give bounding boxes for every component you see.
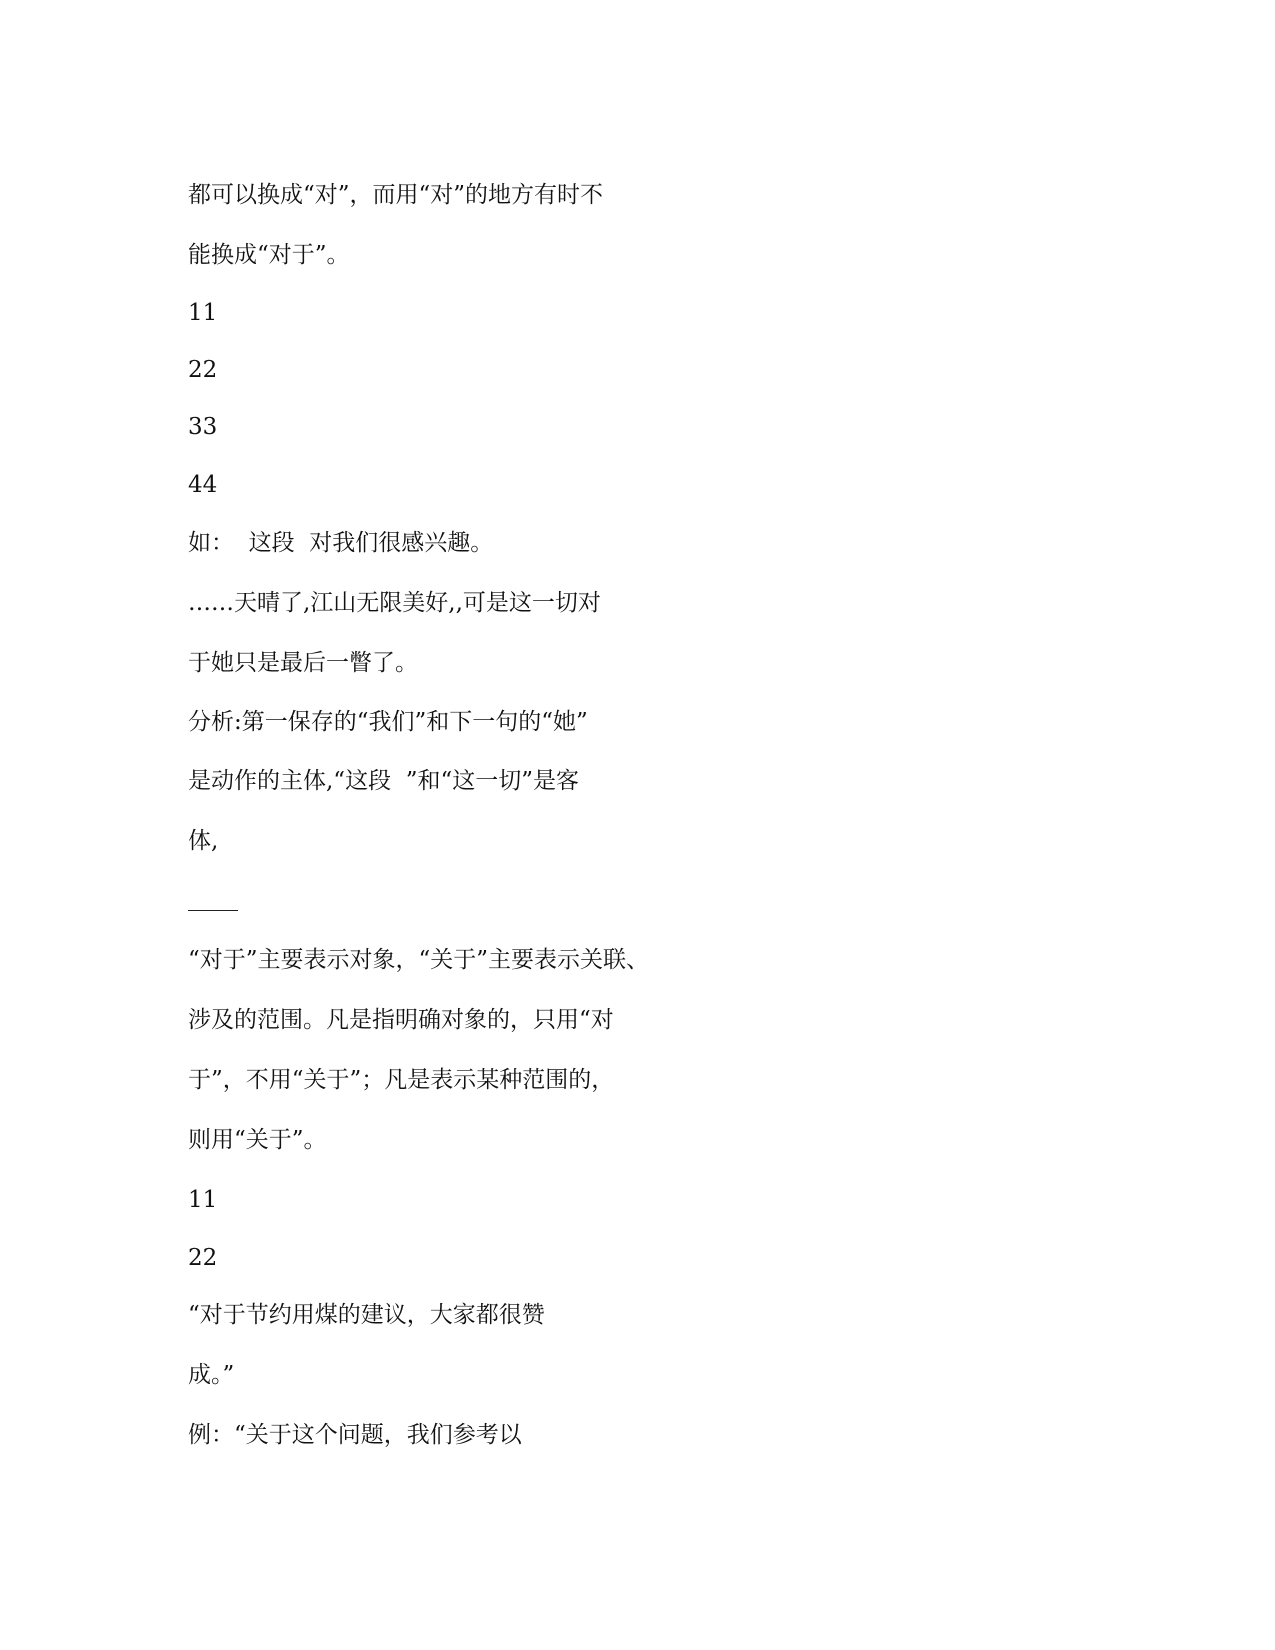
text-line: 44: [188, 472, 218, 498]
text-line: 于她只是最后一瞥了。: [188, 650, 418, 676]
text-line: 分析:第一保存的“我们”和下一句的“她”: [188, 709, 588, 735]
text-line: 体,: [188, 828, 219, 854]
text-line: 11: [188, 1187, 218, 1213]
text-line: 11: [188, 300, 218, 326]
text-line: 22: [188, 357, 218, 383]
text-line: ……天晴了,江山无限美好,,可是这一切对: [188, 590, 601, 616]
text-line: “对于节约用煤的建议，大家都很赞: [188, 1302, 545, 1328]
text-line: 33: [188, 414, 218, 440]
text-line: 能换成“对于”。: [188, 242, 350, 268]
text-line: “对于”主要表示对象，“关于”主要表示关联、: [188, 947, 650, 973]
text-line: 成。”: [188, 1362, 235, 1388]
text-line: 是动作的主体,“这段 ”和“这一切”是客: [188, 768, 579, 794]
text-line: 22: [188, 1245, 218, 1271]
horizontal-rule: [188, 910, 238, 911]
text-line: 于”，不用“关于”；凡是表示某种范围的，: [188, 1067, 615, 1093]
text-line: 都可以换成“对”，而用“对”的地方有时不: [188, 182, 604, 208]
text-line: 则用“关于”。: [188, 1127, 327, 1153]
text-line: 涉及的范围。凡是指明确对象的，只用“对: [188, 1007, 614, 1033]
text-line: 如： 这段 对我们很感兴趣。: [188, 530, 494, 556]
text-line: 例：“关于这个问题，我们参考以: [188, 1422, 522, 1448]
